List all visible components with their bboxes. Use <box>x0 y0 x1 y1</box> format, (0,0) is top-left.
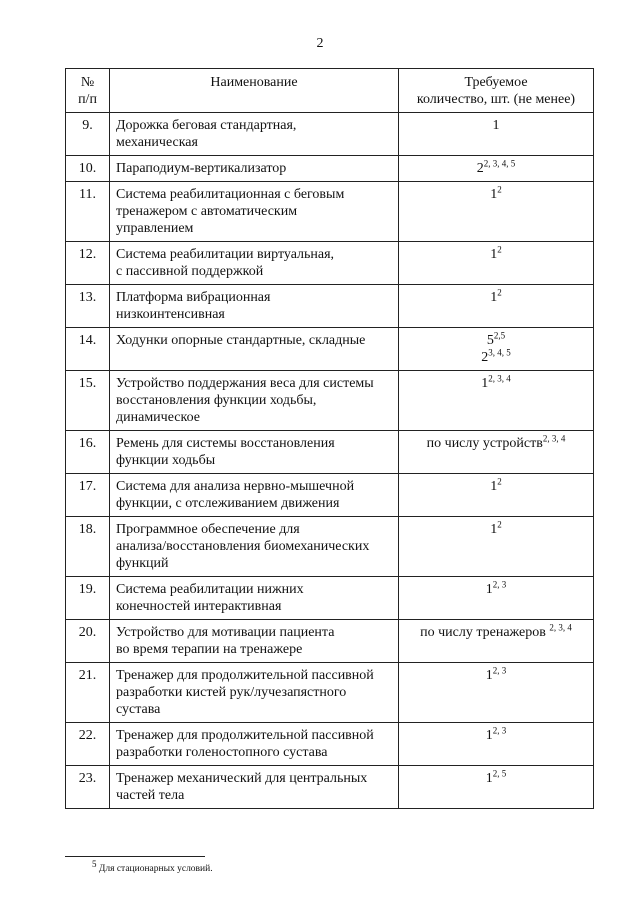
row-name-line: Система реабилитации нижних <box>116 582 304 597</box>
row-name <box>110 766 399 809</box>
table-row <box>66 766 594 809</box>
row-name <box>110 517 399 577</box>
row-name <box>110 577 399 620</box>
row-number: 10. <box>66 156 110 182</box>
row-name-line: восстановления функции ходьбы, <box>116 393 317 408</box>
row-quantity <box>399 474 594 517</box>
row-number: 16. <box>66 431 110 474</box>
row-name-line: сустава <box>116 702 161 717</box>
row-number: 17. <box>66 474 110 517</box>
quantity-value: 1 <box>485 668 493 683</box>
table-row <box>66 328 594 371</box>
row-name-line: с пассивной поддержкой <box>116 264 264 279</box>
row-quantity <box>399 113 594 156</box>
row-quantity <box>399 723 594 766</box>
quantity-footnote-refs: 2 <box>497 244 502 255</box>
table-row <box>66 474 594 517</box>
quantity-value: 2 <box>481 350 489 365</box>
row-number: 11. <box>66 182 110 242</box>
table-row <box>66 517 594 577</box>
row-name-line: Ходунки опорные стандартные, складные <box>116 333 366 348</box>
quantity-footnote-refs: 2, 3 <box>492 665 507 676</box>
row-name-line: Платформа вибрационная <box>116 290 271 305</box>
row-quantity <box>399 663 594 723</box>
quantity-value: по числу устройств <box>426 436 543 451</box>
quantity-line <box>405 478 587 495</box>
row-quantity <box>399 328 594 371</box>
quantity-line <box>405 375 587 392</box>
quantity-line <box>405 246 587 263</box>
quantity-value: 1 <box>490 290 498 305</box>
footnote-marker: 5 <box>92 859 97 869</box>
row-name-line: Устройство поддержания веса для системы <box>116 376 374 391</box>
equipment-table <box>65 68 594 809</box>
quantity-line <box>405 349 587 366</box>
quantity-value: 1 <box>490 247 498 262</box>
row-name-line: Устройство для мотивации пациента <box>116 625 335 640</box>
row-quantity <box>399 620 594 663</box>
row-number: 22. <box>66 723 110 766</box>
quantity-line <box>405 435 587 452</box>
row-quantity <box>399 431 594 474</box>
row-quantity <box>399 242 594 285</box>
table-row <box>66 371 594 431</box>
row-name-line: конечностей интерактивная <box>116 599 282 614</box>
row-name-line: Программное обеспечение для <box>116 522 300 537</box>
row-name <box>110 156 399 182</box>
row-number: 14. <box>66 328 110 371</box>
header-quantity-line2: количество, шт. (не менее) <box>416 92 576 107</box>
quantity-line <box>405 521 587 538</box>
quantity-line <box>405 160 587 177</box>
quantity-line <box>405 289 587 306</box>
row-name-line: Дорожка беговая стандартная, <box>116 118 297 133</box>
quantity-value: 1 <box>481 376 489 391</box>
row-name <box>110 113 399 156</box>
row-number: 13. <box>66 285 110 328</box>
row-name-line: во время терапии на тренажере <box>116 642 303 657</box>
row-number: 9. <box>66 113 110 156</box>
row-quantity <box>399 577 594 620</box>
footnote <box>92 859 213 875</box>
table-row <box>66 242 594 285</box>
quantity-footnote-refs: 2, 3, 4 <box>488 373 511 384</box>
quantity-footnote-refs: 3, 4, 5 <box>488 347 511 358</box>
quantity-line <box>405 624 587 641</box>
quantity-line <box>405 727 587 744</box>
quantity-footnote-refs: 2, 5 <box>492 768 507 779</box>
table-row <box>66 285 594 328</box>
row-name <box>110 182 399 242</box>
row-quantity <box>399 517 594 577</box>
row-name-line: частей тела <box>116 788 185 803</box>
row-name-line: управлением <box>116 221 194 236</box>
row-name <box>110 620 399 663</box>
header-name: Наименование <box>110 69 399 113</box>
row-name-line: тренажером с автоматическим <box>116 204 298 219</box>
footnote-divider <box>65 856 205 857</box>
row-name <box>110 371 399 431</box>
quantity-footnote-refs: 2 <box>497 519 502 530</box>
row-name-line: низкоинтенсивная <box>116 307 225 322</box>
page-number: 2 <box>316 36 324 51</box>
header-number-line2: п/п <box>78 92 97 107</box>
row-name-line: Параподиум-вертикализатор <box>116 161 287 176</box>
quantity-value: 1 <box>485 771 493 786</box>
quantity-value: 1 <box>490 522 498 537</box>
quantity-value: 1 <box>490 479 498 494</box>
row-name-line: функции ходьбы <box>116 453 216 468</box>
quantity-value: 5 <box>486 333 494 348</box>
row-number: 20. <box>66 620 110 663</box>
header-quantity-line1: Требуемое <box>464 75 528 90</box>
row-name <box>110 723 399 766</box>
row-name-line: разработки голеностопного сустава <box>116 745 328 760</box>
row-number: 12. <box>66 242 110 285</box>
row-quantity <box>399 182 594 242</box>
row-quantity <box>399 766 594 809</box>
quantity-line <box>405 667 587 684</box>
quantity-footnote-refs: 2 <box>497 184 502 195</box>
quantity-footnote-refs: 2, 3, 4, 5 <box>483 158 516 169</box>
row-number: 21. <box>66 663 110 723</box>
quantity-footnote-refs: 2,5 <box>493 330 506 341</box>
quantity-footnote-refs: 2, 3 <box>492 579 507 590</box>
quantity-value: по числу тренажеров <box>420 625 550 640</box>
row-name-line: Тренажер механический для центральных <box>116 771 368 786</box>
footnote-text: Для стационарных условий. <box>96 864 213 875</box>
header-number-line1: № <box>80 75 95 90</box>
row-name <box>110 474 399 517</box>
quantity-value: 2 <box>476 161 484 176</box>
row-name-line: функций <box>116 556 169 571</box>
quantity-footnote-refs: 2 <box>497 476 502 487</box>
table-row <box>66 156 594 182</box>
row-name-line: анализа/восстановления биомеханических <box>116 539 370 554</box>
row-name-line: механическая <box>116 135 198 150</box>
row-name-line: разработки кистей рук/лучезапястного <box>116 685 347 700</box>
header-quantity <box>399 69 594 113</box>
row-name <box>110 328 399 371</box>
row-number: 18. <box>66 517 110 577</box>
quantity-line <box>405 581 587 598</box>
row-number: 15. <box>66 371 110 431</box>
quantity-footnote-refs: 2, 3, 4 <box>542 433 566 444</box>
quantity-line <box>405 117 587 134</box>
table-body <box>66 113 594 809</box>
table-row <box>66 620 594 663</box>
row-quantity <box>399 285 594 328</box>
table-header-row <box>66 69 594 113</box>
row-name-line: динамическое <box>116 410 200 425</box>
header-number <box>66 69 110 113</box>
row-name-line: Система реабилитации виртуальная, <box>116 247 335 262</box>
row-name-line: Тренажер для продолжительной пассивной <box>116 668 374 683</box>
quantity-value: 1 <box>485 728 493 743</box>
quantity-value: 1 <box>485 582 493 597</box>
row-name <box>110 285 399 328</box>
quantity-footnote-refs: 2 <box>497 287 502 298</box>
quantity-value: 1 <box>490 187 498 202</box>
row-name-line: Система для анализа нервно-мышечной <box>116 479 355 494</box>
table-row <box>66 663 594 723</box>
row-name <box>110 242 399 285</box>
row-number: 19. <box>66 577 110 620</box>
row-name-line: Ремень для системы восстановления <box>116 436 335 451</box>
row-name <box>110 663 399 723</box>
table-row <box>66 113 594 156</box>
row-quantity <box>399 371 594 431</box>
row-name <box>110 431 399 474</box>
table-row <box>66 723 594 766</box>
row-name-line: Тренажер для продолжительной пассивной <box>116 728 374 743</box>
row-number: 23. <box>66 766 110 809</box>
quantity-footnote-refs: 2, 3, 4 <box>549 622 572 633</box>
quantity-line <box>405 770 587 787</box>
table-row <box>66 182 594 242</box>
quantity-value: 1 <box>492 118 500 133</box>
row-name-line: Система реабилитационная с беговым <box>116 187 345 202</box>
table-row <box>66 577 594 620</box>
row-name-line: функции, с отслеживанием движения <box>116 496 340 511</box>
table-row <box>66 431 594 474</box>
quantity-line <box>405 186 587 203</box>
quantity-footnote-refs: 2, 3 <box>492 725 507 736</box>
row-quantity <box>399 156 594 182</box>
